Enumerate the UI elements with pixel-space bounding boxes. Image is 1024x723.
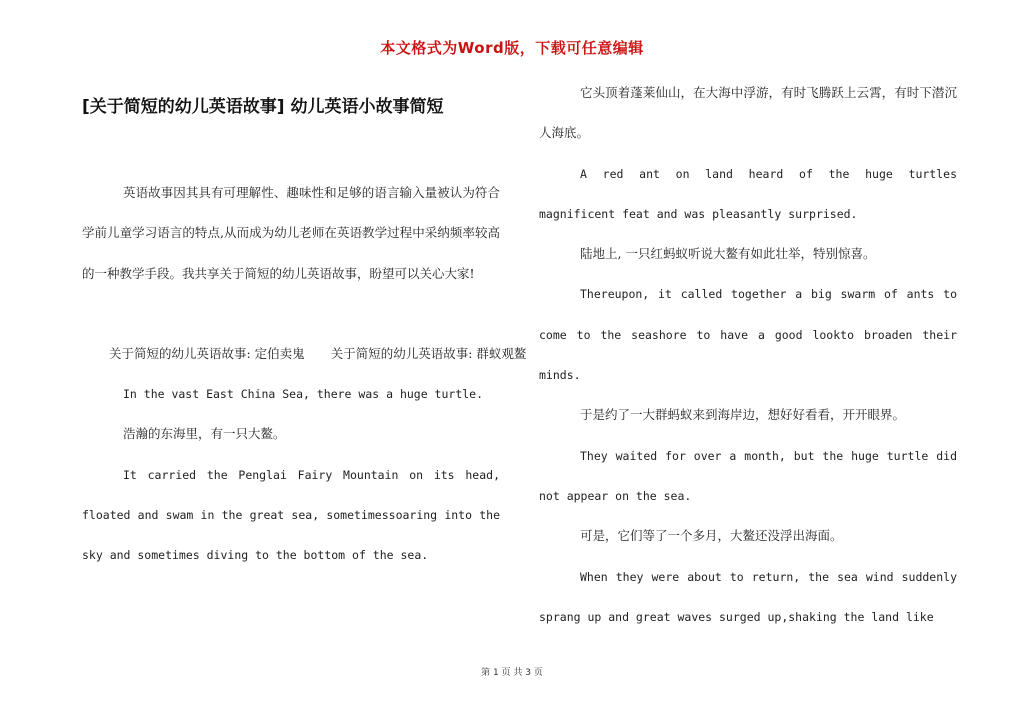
paragraph-gap <box>82 294 500 334</box>
related-stories-line <box>82 334 527 374</box>
watermark-banner: 本文格式为Word版，下载可任意编辑 <box>380 39 644 57</box>
paragraph-zh-2: 它头顶着蓬莱仙山，在大海中浮游，有时飞腾跃上云霄，有时下潜沉人海底。 <box>539 85 957 141</box>
paragraph-zh-3: 陆地上, 一只红蚂蚁听说大鳌有如此壮举，特别惊喜。 <box>580 246 876 262</box>
left-column <box>82 173 527 576</box>
paragraph-zh-4: 于是约了一大群蚂蚁来到海岸边，想好好看看，开开眼界。 <box>580 407 906 423</box>
paragraph-en-4: Thereupon, it called together a big swarm of ants to come to the seashore to have a good lookto broaden their minds. <box>539 287 957 383</box>
paragraph-en-2: It carried the Penglai Fairy Mountain on its head, floated and swam in the great sea, sometimessoaring into the sky and sometimes diving to the bottom of the sea. <box>82 467 500 563</box>
paragraph-en-6: When they were about to return, the sea wind suddenly sprang up and great waves surged up,shaking the land like <box>539 569 957 624</box>
page-footer: 第 1 页 共 3 页 <box>481 668 543 678</box>
story-link-2[interactable]: 关于简短的幼儿英语故事: 群蚁观鳌 <box>330 345 527 361</box>
paragraph-zh-1: 浩瀚的东海里，有一只大鳌。 <box>123 426 286 442</box>
intro-paragraph: 英语故事因其具有可理解性、趣味性和足够的语言输入量被认为符合学前儿童学习语言的特点,从而成为幼儿老师在英语教学过程中采纳频率较高的一种教学手段。我共享关于简短的幼儿英语故事，盼望可以关心大家! <box>82 185 500 281</box>
paragraph-zh-5: 可是，它们等了一个多月，大鳌还没浮出海面。 <box>580 528 843 544</box>
paragraph-en-3: A red ant on land heard of the huge turtles magnificent feat and was pleasantly surprised. <box>539 166 957 221</box>
story-link-1[interactable]: 关于简短的幼儿英语故事: 定伯卖鬼 <box>109 345 305 361</box>
page-title: [关于简短的幼儿英语故事] 幼儿英语小故事简短 <box>82 97 444 117</box>
right-column <box>539 73 957 637</box>
paragraph-en-1: In the vast East China Sea, there was a huge turtle. <box>123 387 484 402</box>
paragraph-en-5: They waited for over a month, but the huge turtle did not appear on the sea. <box>539 448 957 503</box>
